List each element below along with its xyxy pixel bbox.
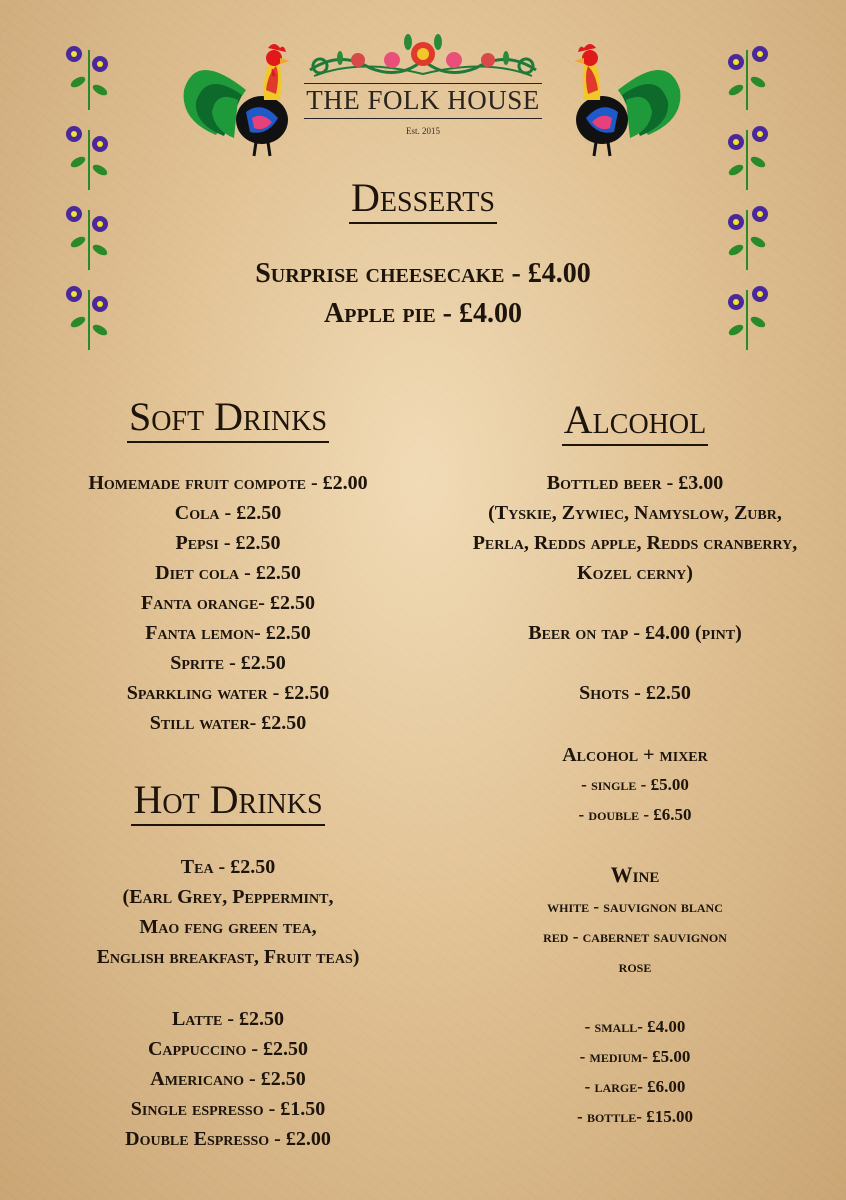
dessert-item: Surprise cheesecake - £4.00: [255, 258, 591, 289]
coffee-item: Double Espresso - £2.00: [125, 1128, 331, 1150]
wine-size: - small- £4.00: [584, 1017, 686, 1036]
wine-size: - medium- £5.00: [579, 1047, 691, 1066]
shots-item: Shots - £2.50: [579, 682, 691, 704]
coffee-item: Cappuccino - £2.50: [147, 1038, 309, 1060]
logo-title: THE FOLK HOUSE: [306, 85, 540, 115]
soft-drink-item: Homemade fruit compote - £2.00: [88, 472, 368, 494]
bottled-beer-item: Bottled beer - £3.00: [546, 472, 724, 494]
soft-drink-item: Sparkling water - £2.50: [126, 682, 330, 704]
logo-established: Est. 2015: [405, 126, 440, 136]
soft-drink-item: Diet cola - £2.50: [155, 562, 301, 584]
soft-drink-item: Fanta lemon- £2.50: [145, 622, 311, 644]
coffee-item: Latte - £2.50: [171, 1008, 285, 1030]
alcohol-heading: Alcohol: [435, 396, 835, 446]
logo-rule-top: [304, 83, 542, 84]
soft-drink-item: Fanta orange- £2.50: [141, 592, 315, 614]
desserts-heading: Desserts: [0, 174, 846, 224]
beer-brands: (Tyskie, Zywiec, Namyslow, Zubr,: [488, 502, 782, 524]
wine-type: white - sauvignon blanc: [547, 897, 723, 916]
alcohol-mixer-item: Alcohol + mixer: [562, 744, 708, 766]
wine-size: - bottle- £15.00: [577, 1107, 693, 1126]
wine-size: - large- £6.00: [584, 1077, 686, 1096]
beer-on-tap-item: Beer on tap - £4.00 (pint): [528, 622, 742, 644]
beer-brands: Perla, Redds apple, Redds cranberry,: [472, 532, 798, 554]
beer-brands: Kozel cerny): [577, 562, 693, 584]
coffee-item: Single espresso - £1.50: [130, 1098, 326, 1120]
soft-drink-item: Pepsi - £2.50: [175, 532, 281, 554]
tea-varieties: Mao feng green tea,: [139, 916, 317, 938]
soft-drink-item: Still water- £2.50: [149, 712, 307, 734]
soft-drink-item: Cola - £2.50: [174, 502, 282, 524]
coffee-item: Americano - £2.50: [150, 1068, 306, 1090]
rooster-left-icon: [176, 40, 306, 160]
logo: [300, 30, 546, 140]
tea-item: Tea - £2.50: [180, 856, 276, 878]
logo-rule-bottom: [304, 118, 542, 119]
wine-type: rose: [618, 957, 652, 976]
wine-heading: Wine: [610, 862, 660, 887]
tea-varieties: English breakfast, Fruit teas): [96, 946, 360, 968]
tea-varieties: (Earl Grey, Peppermint,: [122, 886, 334, 908]
soft-drink-item: Sprite - £2.50: [170, 652, 286, 674]
soft-drinks-heading: Soft Drinks: [28, 393, 428, 443]
rooster-right-icon: [558, 40, 688, 160]
mixer-size: - single - £5.00: [581, 775, 689, 794]
hot-drinks-heading: Hot Drinks: [28, 776, 428, 826]
mixer-size: - double - £6.50: [578, 805, 692, 824]
wine-type: red - cabernet sauvignon: [543, 927, 727, 946]
folk-flower-garland-icon: [300, 30, 546, 86]
dessert-item: Apple pie - £4.00: [324, 298, 522, 329]
